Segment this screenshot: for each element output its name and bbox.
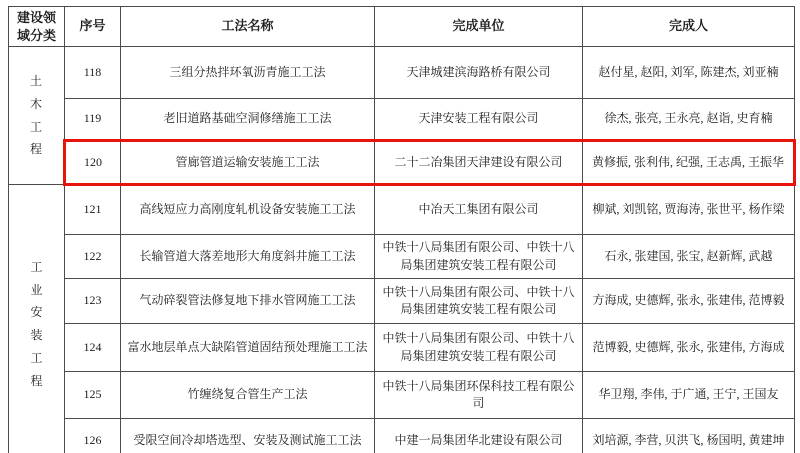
cell-no: 124 bbox=[65, 324, 121, 372]
category-label: 土木工程 bbox=[29, 74, 42, 157]
category-cell-industrial bbox=[9, 185, 65, 453]
cell-method: 高线短应力高刚度轧机设备安装施工工法 bbox=[121, 185, 375, 235]
cell-method: 气动碎裂管法修复地下排水管网施工工法 bbox=[121, 279, 375, 324]
table-row-highlighted bbox=[9, 141, 795, 185]
cell-method: 竹缠绕复合管生产工法 bbox=[121, 372, 375, 419]
category-cell-civil bbox=[9, 47, 65, 185]
cell-unit: 中铁十八局集团环保科技工程有限公司 bbox=[375, 372, 583, 419]
cell-no: 118 bbox=[65, 47, 121, 99]
cell-people: 黄修振, 张利伟, 纪强, 王志禹, 王振华 bbox=[583, 141, 795, 185]
table-row bbox=[9, 185, 795, 235]
header-row bbox=[9, 7, 795, 47]
cell-no: 121 bbox=[65, 185, 121, 235]
cell-no: 120 bbox=[65, 141, 121, 185]
cell-no: 123 bbox=[65, 279, 121, 324]
cell-method: 老旧道路基础空洞修缮施工工法 bbox=[121, 99, 375, 141]
cell-people: 徐杰, 张亮, 王永亮, 赵诣, 史育楠 bbox=[583, 99, 795, 141]
table-row bbox=[9, 372, 795, 419]
cell-unit: 天津城建滨海路桥有限公司 bbox=[375, 47, 583, 99]
cell-unit: 中铁十八局集团有限公司、中铁十八局集团建筑安装工程有限公司 bbox=[375, 235, 583, 279]
cell-people: 华卫翔, 李伟, 于广通, 王宁, 王国友 bbox=[583, 372, 795, 419]
cell-unit: 天津安装工程有限公司 bbox=[375, 99, 583, 141]
table-row bbox=[9, 324, 795, 372]
cell-method: 长输管道大落差地形大角度斜井施工工法 bbox=[121, 235, 375, 279]
cell-people: 赵付星, 赵阳, 刘军, 陈建杰, 刘亚楠 bbox=[583, 47, 795, 99]
cell-unit: 中铁十八局集团有限公司、中铁十八局集团建筑安装工程有限公司 bbox=[375, 279, 583, 324]
table-row bbox=[9, 235, 795, 279]
cell-people: 柳斌, 刘凯铭, 贾海涛, 张世平, 杨作梁 bbox=[583, 185, 795, 235]
cell-method: 富水地层单点大缺陷管道固结预处理施工工法 bbox=[121, 324, 375, 372]
cell-people: 范博毅, 史德辉, 张永, 张建伟, 方海成 bbox=[583, 324, 795, 372]
header-category bbox=[9, 7, 65, 47]
cell-method: 三组分热拌环氧沥青施工工法 bbox=[121, 47, 375, 99]
table-row bbox=[9, 279, 795, 324]
cell-method: 受限空间冷却塔选型、安装及测试施工工法 bbox=[121, 419, 375, 453]
methods-table bbox=[8, 6, 796, 453]
cell-people: 方海成, 史德辉, 张永, 张建伟, 范博毅 bbox=[583, 279, 795, 324]
cell-no: 126 bbox=[65, 419, 121, 453]
table-row bbox=[9, 99, 795, 141]
cell-people: 刘培源, 李营, 贝洪飞, 杨国明, 黄建坤 bbox=[583, 419, 795, 453]
header-people: 完成人 bbox=[583, 7, 795, 47]
cell-no: 122 bbox=[65, 235, 121, 279]
cell-no: 119 bbox=[65, 99, 121, 141]
table-row bbox=[9, 47, 795, 99]
cell-unit: 中冶天工集团有限公司 bbox=[375, 185, 583, 235]
header-unit: 完成单位 bbox=[375, 7, 583, 47]
header-category-label: 建设领域分类 bbox=[16, 10, 56, 43]
cell-people: 石永, 张建国, 张宝, 赵新辉, 武越 bbox=[583, 235, 795, 279]
cell-method: 管廊管道运输安装施工工法 bbox=[121, 141, 375, 185]
table-row bbox=[9, 419, 795, 453]
cell-unit: 二十二冶集团天津建设有限公司 bbox=[375, 141, 583, 185]
header-no: 序号 bbox=[65, 7, 121, 47]
cell-unit: 中建一局集团华北建设有限公司 bbox=[375, 419, 583, 453]
category-label: 工业安装工程 bbox=[30, 259, 43, 388]
cell-unit: 中铁十八局集团有限公司、中铁十八局集团建筑安装工程有限公司 bbox=[375, 324, 583, 372]
header-method: 工法名称 bbox=[121, 7, 375, 47]
cell-no: 125 bbox=[65, 372, 121, 419]
